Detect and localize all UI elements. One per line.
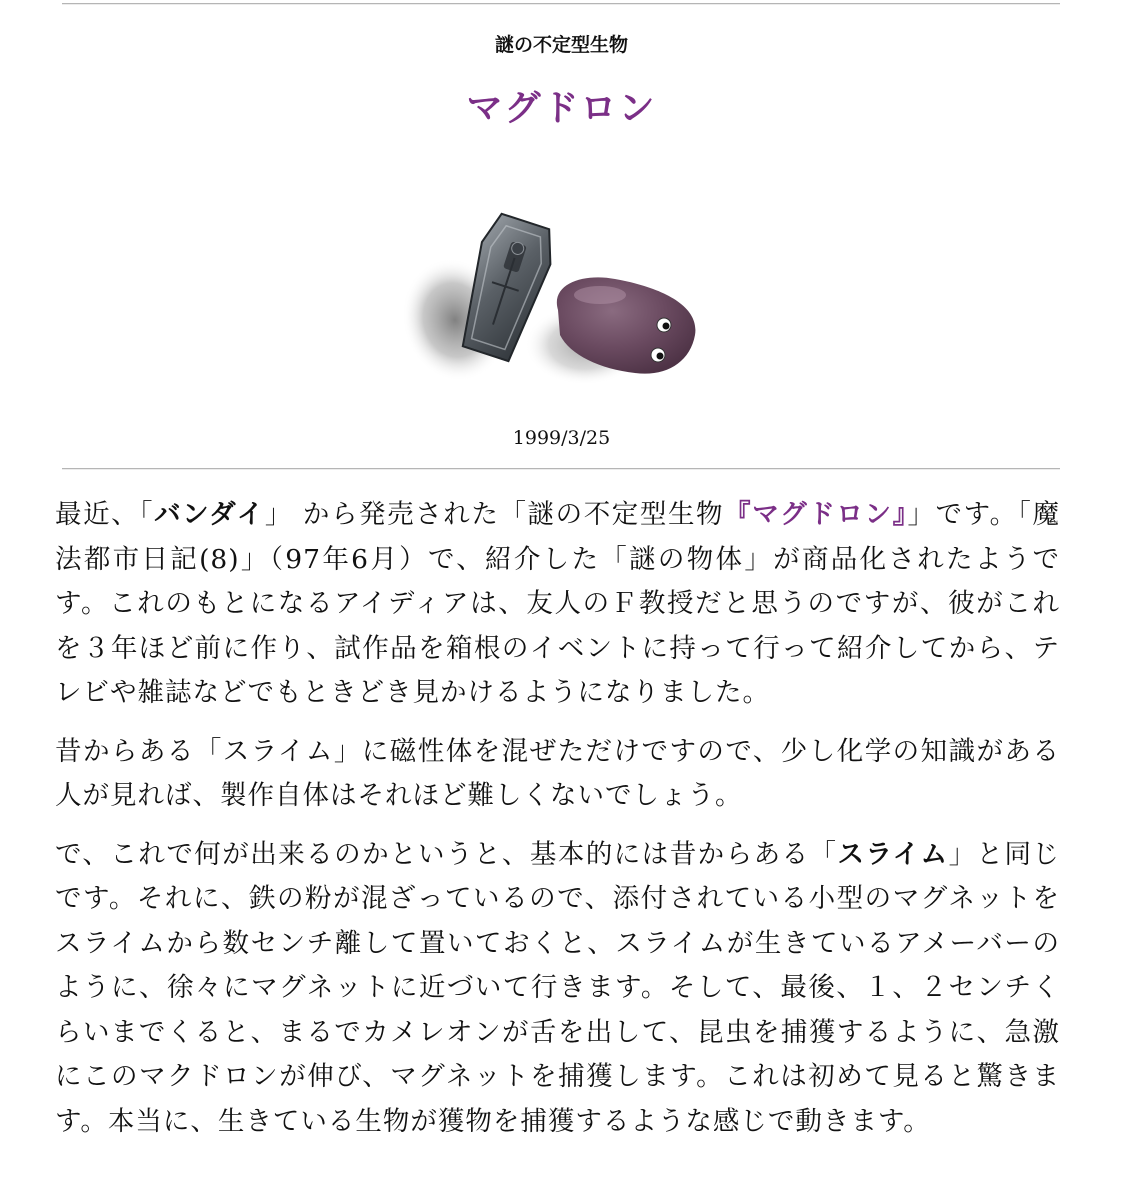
slime-term: スライム <box>837 838 949 870</box>
article-body <box>55 493 1060 1158</box>
product-name: 『マグドロン』 <box>724 499 908 530</box>
paragraph-1: 最近、「バンダイ」 から発売された「謎の不定型生物『マグドロン』」です。「魔法都市日記(8)」（97年6月）で、紹介した「謎の物体」が商品化されたようです。これのもとになるアイディアは、友人のＦ教授だと思うのですが、彼がこれを３年ほど前に作り、試作品を箱根のイベントに持って行って紹介してから、テレビや雑誌などでもときどき見かけるようになりました。 <box>55 499 1060 708</box>
product-photo <box>400 195 710 410</box>
paragraph-2: 昔からある「スライム」に磁性体を混ぜただけですので、少し化学の知識がある人が見れば、製作自体はそれほど難しくないでしょう。 <box>55 735 1060 811</box>
page-title: マグドロン <box>466 87 657 129</box>
page-subtitle: 謎の不定型生物 <box>494 34 628 56</box>
brand-name: バンダイ <box>154 499 265 530</box>
publish-date: 1999/3/25 <box>512 427 611 449</box>
section-divider <box>62 468 1060 470</box>
top-divider <box>62 3 1060 5</box>
paragraph-3: で、これで何が出来るのかというと、基本的には昔からある「スライム」と同じです。それに、鉄の粉が混ざっているので、添付されている小型のマグネットをスライムから数センチ離して置いておくと、スライムが生きているアメーバーのように、徐々にマグネットに近づいて行きます。そして、最後、１、２センチくらいまでくると、まるでカメレオンが舌を出して、昆虫を捕獲するように、急激にこのマクドロンが伸び、マグネットを捕獲します。これは初めて見ると驚きます。本当に、生きている生物が獲物を捕獲するような感じで動きます。 <box>55 838 1060 1137</box>
